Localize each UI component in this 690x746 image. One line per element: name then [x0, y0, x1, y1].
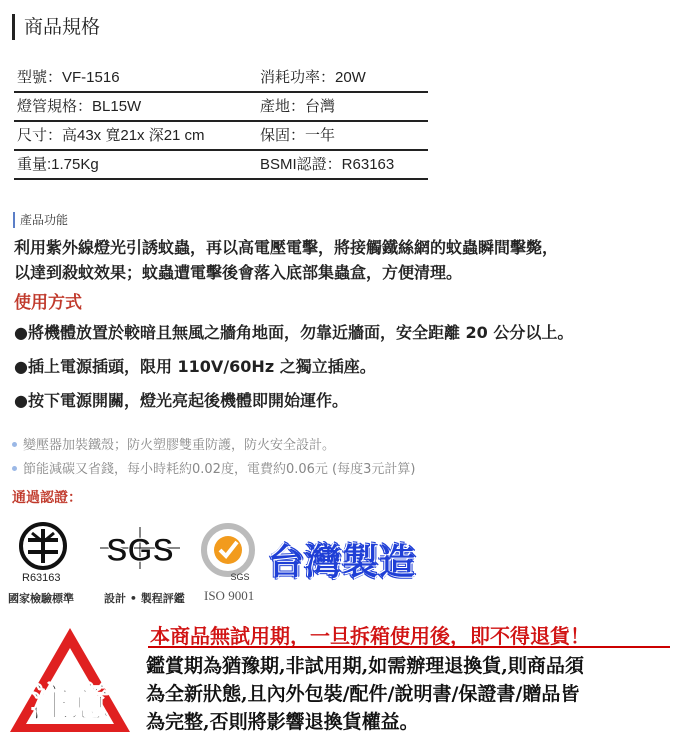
warning-badge-text: 注意	[30, 680, 110, 726]
spec-cell: 產地：台灣	[260, 98, 336, 115]
notice-body	[146, 652, 676, 736]
iso-caption: ISO 9001	[204, 588, 255, 603]
notice-line: 為全新狀態,且內外包裝/配件/說明書/保證書/贈品皆	[146, 683, 580, 705]
feature-text: 節能減碳又省錢，每小時耗約0.02度，電費約0.06元 (每度3元計算)	[23, 462, 416, 477]
certification-title: 通過認證：	[12, 490, 82, 506]
notice-headline: 本商品無試用期，一旦拆箱使用後，即不得退貨！	[150, 624, 590, 648]
spec-cell: 保固：一年	[260, 127, 336, 144]
notice-line: 鑑賞期為猶豫期,非試用期,如需辦理退換貨,則商品須	[146, 655, 584, 677]
svg-text:SGS: SGS	[106, 532, 174, 568]
bsmi-logo-icon	[18, 521, 68, 571]
spec-cell: BSMI認證：R63163	[260, 156, 395, 173]
function-line: 以達到殺蚊效果；蚊蟲遭電擊後會落入底部集蟲盒，方便清理。	[14, 263, 463, 282]
sgs-logo-icon	[96, 525, 184, 571]
usage-item: ●插上電源插頭，限用 110V/60Hz 之獨立插座。	[14, 357, 376, 376]
usage-list	[14, 318, 674, 420]
spec-row	[14, 93, 428, 122]
function-description	[14, 235, 654, 285]
bsmi-number: R63163	[22, 572, 61, 584]
bullet-dot-icon	[12, 466, 17, 471]
spec-row	[14, 122, 428, 151]
feature-text: 變壓器加裝鐵殼；防火塑膠雙重防護，防火安全設計。	[23, 438, 336, 453]
iso-sgs-seal-icon	[196, 522, 260, 586]
spec-row	[14, 64, 428, 93]
spec-cell: 消耗功率：20W	[260, 69, 366, 86]
function-line: 利用紫外線燈光引誘蚊蟲，再以高電壓電擊，將接觸鐵絲網的蚊蟲瞬間擊斃，	[14, 238, 559, 257]
usage-title: 使用方式	[14, 293, 82, 313]
feature-item	[10, 458, 610, 482]
spec-cell: 尺寸：高43x 寬21x 深21 cm	[17, 127, 205, 144]
spec-section-title: 商品規格	[12, 14, 100, 40]
spec-cell: 重量:1.75Kg	[17, 156, 99, 173]
bullet-dot-icon	[12, 442, 17, 447]
feature-list	[10, 434, 610, 482]
sgs-caption: 設計 • 製程評鑑	[104, 592, 185, 605]
spec-cell: 燈管規格：BL15W	[17, 98, 142, 115]
iso-sgs-small-text: SGS	[230, 572, 250, 582]
feature-item	[10, 434, 610, 458]
spec-cell: 型號：VF-1516	[17, 69, 120, 86]
usage-item: ●按下電源開關，燈光亮起後機體即開始運作。	[14, 391, 348, 410]
usage-item: ●將機體放置於較暗且無風之牆角地面，勿靠近牆面，安全距離 20 公分以上。	[14, 323, 574, 342]
notice-line: 為完整,否則將影響退換貨權益。	[146, 711, 419, 733]
spec-row	[14, 151, 428, 180]
spec-table	[14, 64, 428, 180]
bsmi-caption: 國家檢驗標準	[8, 592, 74, 605]
warning-triangle-icon	[6, 624, 134, 736]
function-title: 產品功能	[13, 212, 68, 228]
made-in-taiwan-label: 台灣製造	[268, 542, 417, 583]
notice-divider	[148, 646, 670, 648]
